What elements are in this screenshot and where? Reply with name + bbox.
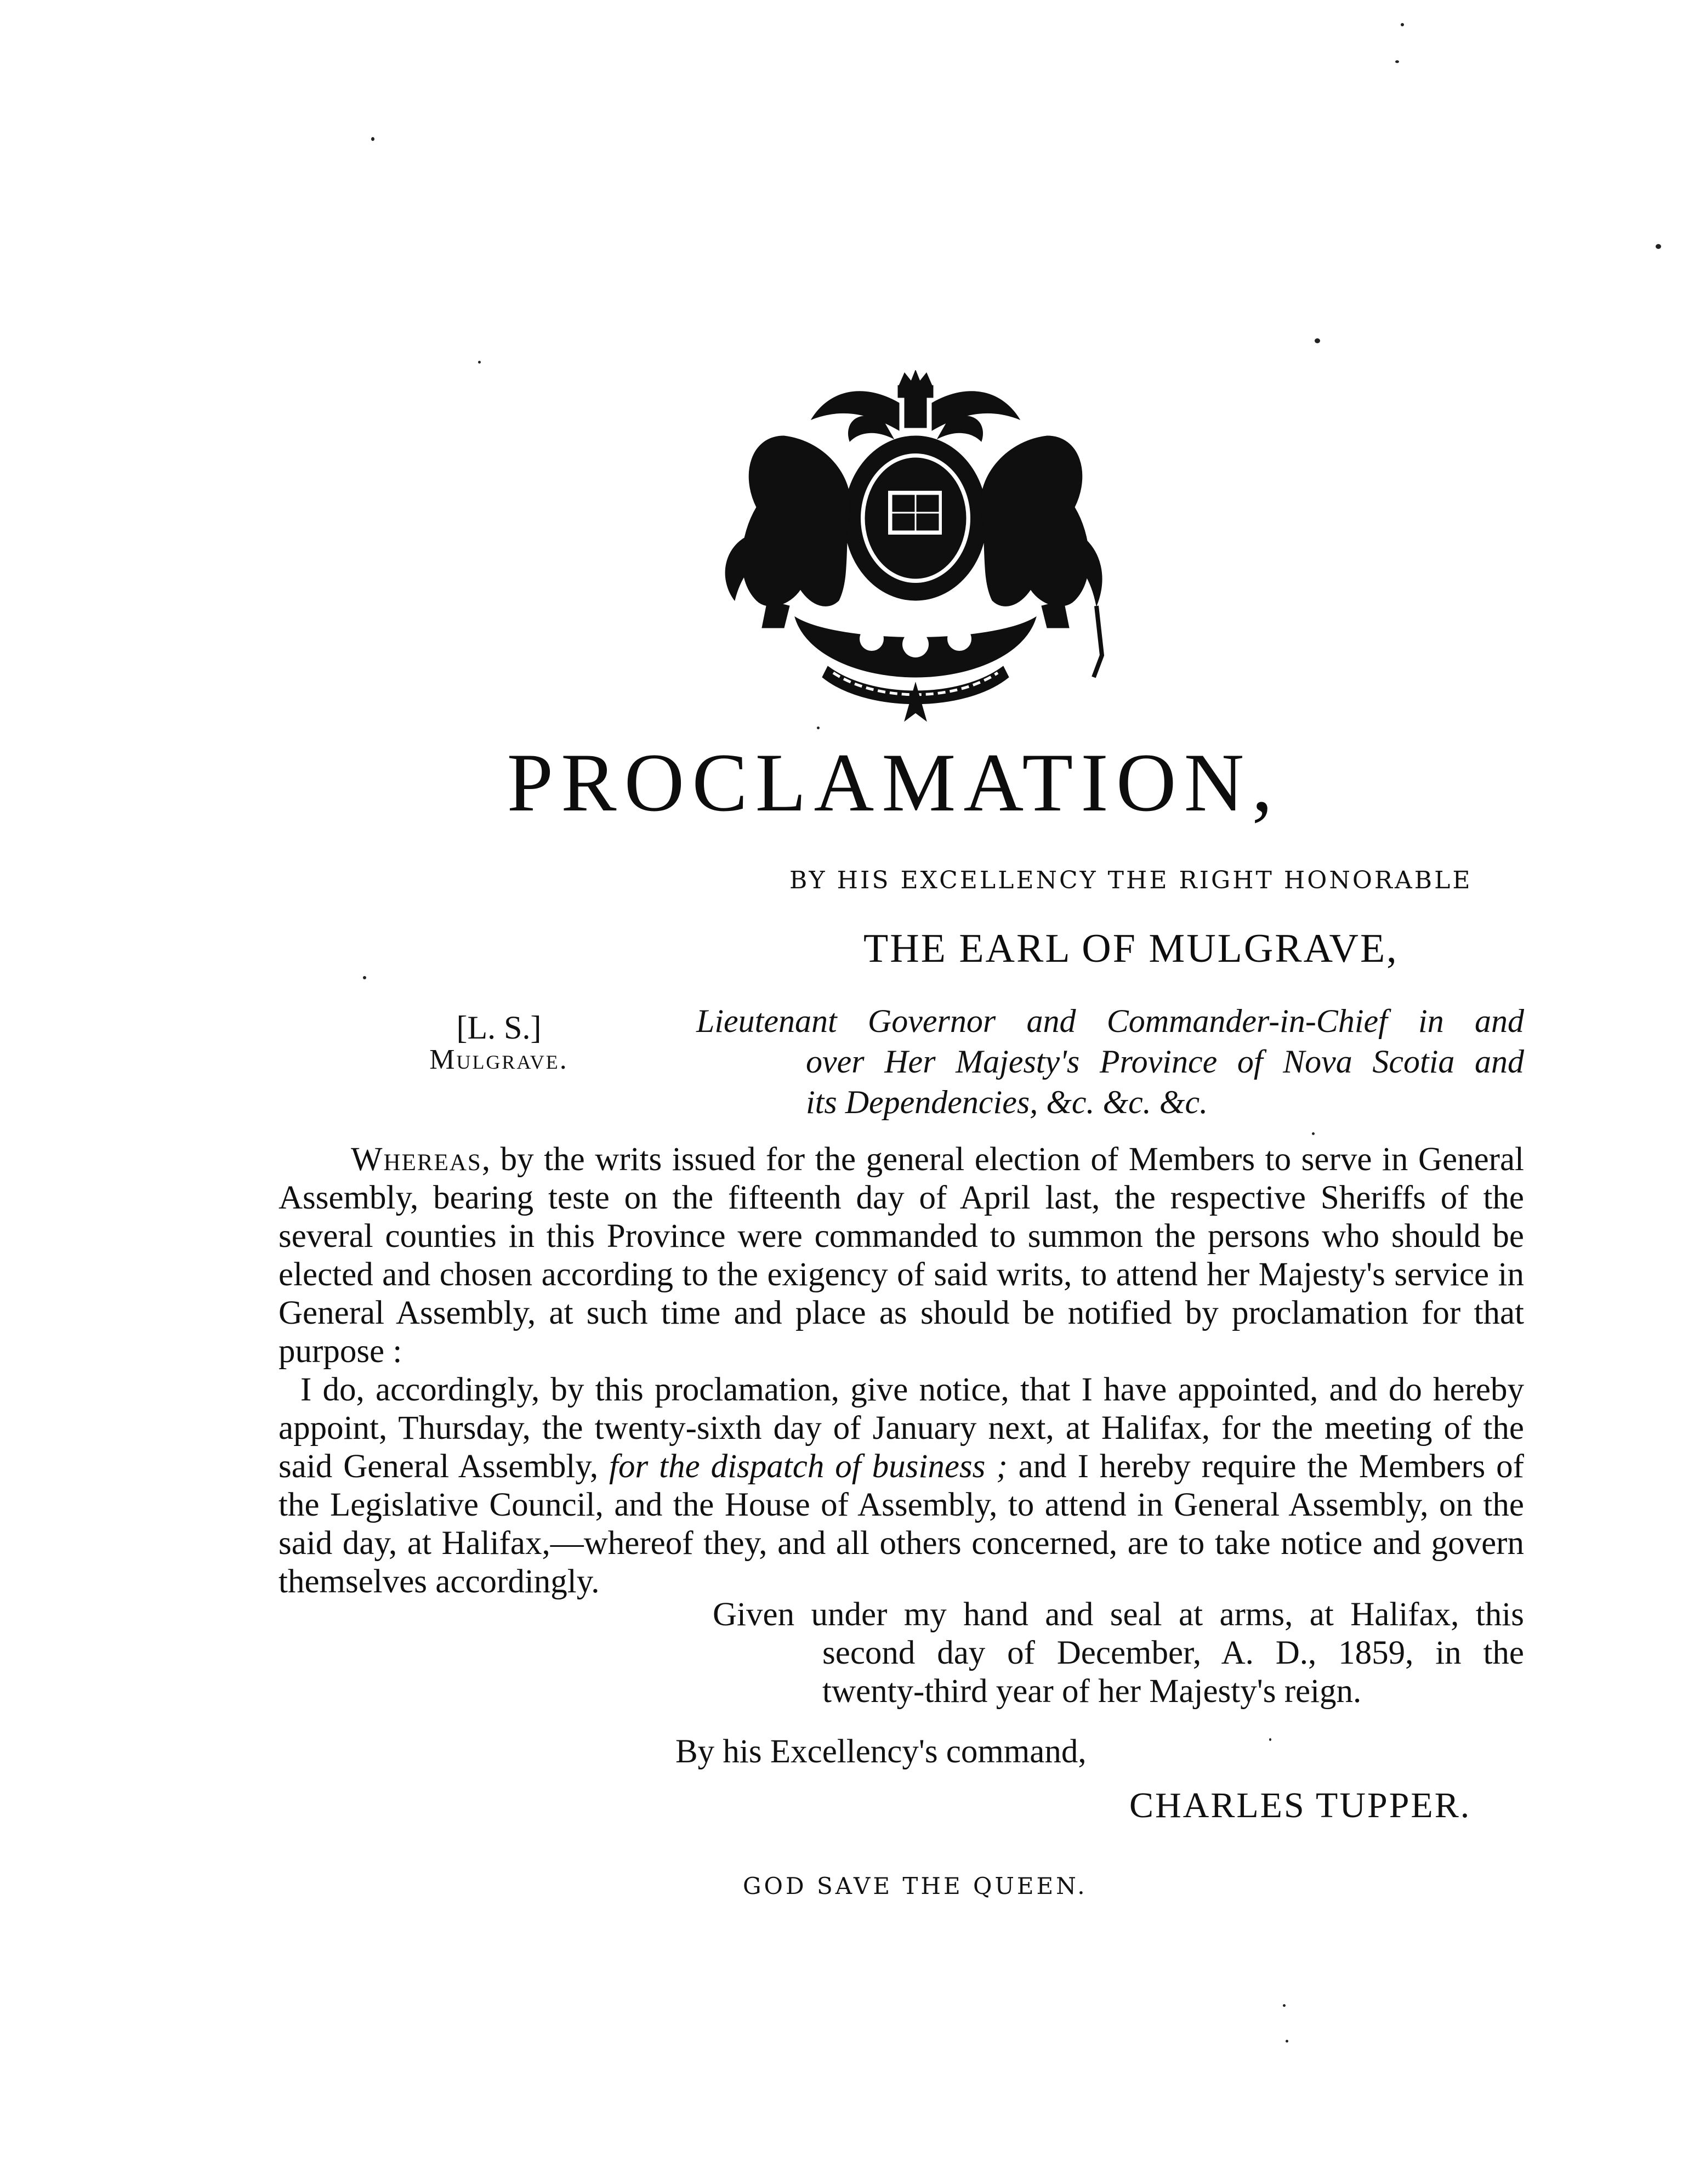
notice-text-end: and I hereby require the Members of the Legislative Council, and the House of Assembly, to attend in General Assembly, on the said day, at Halifax,—whereof they, and all others concerned, are to take notice and govern themselves accordingly. [278, 1448, 1524, 1600]
given-under-hand [713, 1596, 1524, 1711]
scan-speck [371, 137, 374, 141]
scan-speck [1269, 1738, 1271, 1741]
notice-text-start: I do, accordingly, by this proclamation, give notice, that I have appointed, and do hereby appoint, Thursday, the twenty-sixth day of January next, at Halifax, for the meeting of the said General Assembly, [278, 1371, 1524, 1485]
signature-name: CHARLES TUPPER. [1129, 1785, 1471, 1825]
office-line: over Her Majesty's Province of Nova Scotia and [806, 1043, 1524, 1080]
by-his-excellency-line: BY HIS EXCELLENCY THE RIGHT HONORABLE [789, 866, 1473, 894]
office-line: Lieutenant Governor and Commander-in-Chief in and [696, 1003, 1524, 1039]
notice-emphasis: for the dispatch of business ; [609, 1448, 1008, 1485]
whereas-text: , by the writs issued for the general election of Members to serve in General Assembly, bearing teste on the fifteenth day of April last, the respective Sheriffs of the several counties in this Province were commanded to summon the persons who should be elected and chosen according to the exigency of said writs, to attend her Majesty's service in General Assembly, at such time and place as should be notified by proclamation for that purpose : [278, 1141, 1524, 1370]
closing-line: GOD SAVE THE QUEEN. [743, 1873, 1088, 1899]
office-title [696, 1001, 1524, 1122]
seal-mark: [L. S.] [456, 1009, 542, 1046]
given-line: Given under my hand and seal at arms, at Halifax, this [713, 1596, 1524, 1633]
scan-speck [1395, 60, 1399, 63]
scan-speck [1401, 23, 1404, 26]
proclamation-title: PROCLAMATION, [507, 736, 1281, 829]
office-line: its Dependencies, &c. &c. &c. [806, 1084, 1208, 1120]
scan-speck [1286, 2040, 1288, 2043]
scan-speck [1312, 1132, 1315, 1135]
given-line: second day of December, A. D., 1859, in the [822, 1635, 1524, 1671]
coat-of-arms-icon [718, 370, 1113, 732]
seal-name: Mulgrave. [429, 1044, 569, 1075]
proclamation-body [278, 1141, 1524, 1601]
whereas-paragraph [278, 1141, 1524, 1371]
scan-speck [363, 976, 366, 979]
given-line: twenty-third year of her Majesty's reign. [822, 1673, 1362, 1710]
command-line: By his Excellency's command, [675, 1733, 1087, 1770]
scan-speck [1283, 2004, 1286, 2007]
earl-name-heading: THE EARL OF MULGRAVE, [863, 926, 1399, 971]
scan-speck [1656, 244, 1661, 249]
notice-paragraph [278, 1371, 1524, 1601]
scan-speck [1315, 338, 1320, 343]
whereas-lead: Whereas [351, 1141, 482, 1178]
scan-speck [478, 361, 481, 364]
seal-block [408, 1009, 589, 1076]
